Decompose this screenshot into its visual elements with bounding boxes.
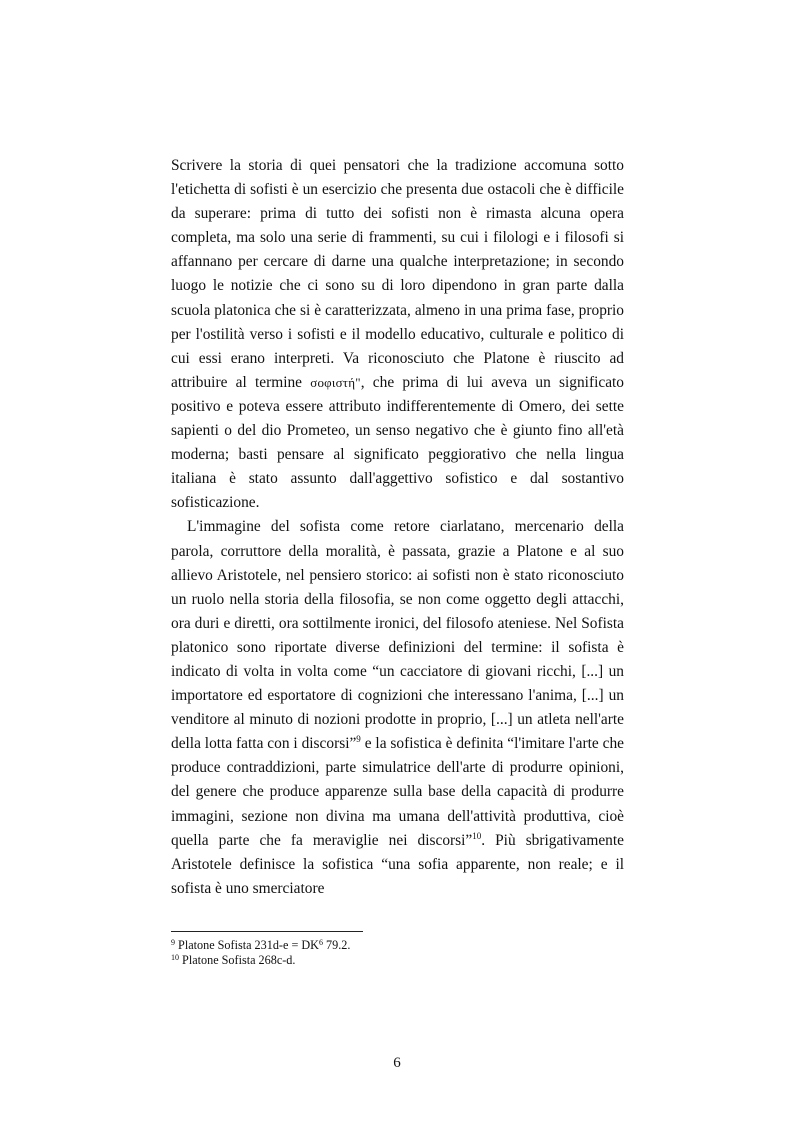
footnote-divider: [171, 931, 363, 932]
footnote-text: Platone Sofista 231d-e = DK: [178, 938, 319, 952]
paragraph-2-text-a: L'immagine del sofista come retore ciarlatano, mercenario della parola, corruttore della moralità, è passata, grazie a Platone e al suo allievo Aristotele, nel pensiero storico: ai sofisti non è stato riconosciuto un ruolo nella storia della filosofia, se non come oggetto degli attacchi, ora duri e diretti, ora sottilmente ironici, del filosofo ateniese. Nel Sofista platonico sono riportate diverse definizioni del termine: il sofista è indicato di volta in volta come “un cacciatore di giovani ricchi, [...] un importatore ed esportatore di cognizioni che interessano l'anima, [...] un venditore al minuto di nozioni prodotte in proprio, [...] un atleta nell'arte della lotta fatta con i discorsi”: [171, 518, 624, 753]
footnote-ref-9[interactable]: 9: [356, 734, 361, 745]
paragraph-1-text-b: , che prima di lui aveva un significato positivo e poteva essere attributo indifferentemente di Omero, dei sette sapienti o del dio Prometeo, un senso negativo che è giunto fino all'età moderna; basti pensare al significato peggiorativo che nella lingua italiana è stato assunto dall'aggettivo sofistico e dal sostantivo sofisticazione.: [171, 373, 624, 512]
footnote-9: [171, 938, 624, 953]
paragraph-2: [171, 515, 624, 901]
paragraph-2-text-b: e la sofistica è definita “l'imitare l'arte che produce contraddizioni, parte simulatrice dell'arte di produrre opinioni, del genere che produce apparenze sulla base della capacità di produrre immagini, sezione non divina ma umana dell'attività produttiva, cioè quella parte che fa meraviglie nei discorsi”: [171, 735, 624, 849]
paragraph-1: [171, 154, 624, 515]
footnote-text: Platone Sofista 268c-d.: [182, 953, 296, 967]
paragraph-1-text-a: Scrivere la storia di quei pensatori che la tradizione accomuna sotto l'etichetta di sofisti è un esercizio che presenta due ostacoli che è difficile da superare: prima di tutto dei sofisti non è rimasta alcuna opera completa, ma solo una serie di frammenti, su cui i filologi e i filosofi si affannano per cercare di darne una qualche interpretazione; in secondo luogo le notizie che ci sono su di loro dipendono in gran parte dalla scuola platonica che si è caratterizzata, almeno in una prima fase, proprio per l'ostilità verso i sofisti e il modello educativo, culturale e politico di cui essi erano interpreti. Va riconosciuto che Platone è riuscito ad attribuire al termine: [171, 157, 624, 391]
greek-term: σοφιστή": [310, 374, 361, 390]
footnote-number: 9: [171, 938, 175, 947]
footnote-number: 10: [171, 953, 179, 962]
footnote-10: [171, 953, 624, 968]
page-number: 6: [393, 1055, 401, 1071]
body-text: [171, 154, 624, 901]
footnote-text-end: 79.2.: [322, 938, 351, 952]
footnote-ref-10[interactable]: 10: [472, 830, 482, 841]
footnotes: [171, 938, 624, 968]
paragraph-2-text-c: . Più sbrigativamente Aristotele definisce la sofistica “una sofia apparente, non reale; e il sofista è uno smerciatore: [171, 831, 624, 897]
dk-edition-superscript: 6: [318, 938, 323, 947]
